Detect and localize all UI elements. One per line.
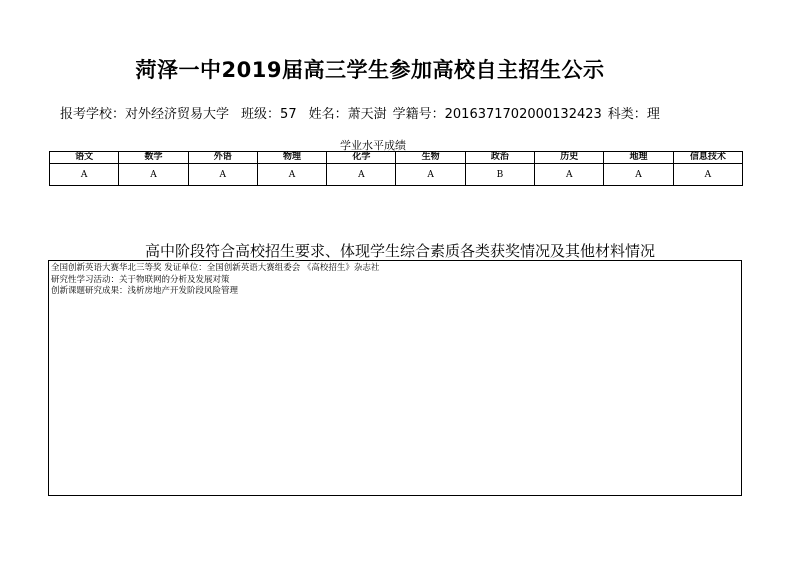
subject-cell: 语文: [50, 152, 119, 164]
subject-cell: 信息技术: [673, 152, 742, 164]
grade-cell: A: [396, 164, 465, 186]
track-label: 科类：: [607, 107, 647, 122]
name-label: 姓名：: [308, 107, 348, 122]
scores-table: [49, 151, 743, 186]
id-value: 2016371702000132423: [444, 107, 602, 122]
track-value: 理: [646, 107, 660, 122]
class-value: 57: [280, 107, 297, 122]
grade-cell: A: [119, 164, 188, 186]
subject-cell: 历史: [535, 152, 604, 164]
name-value: 萧天澍: [347, 107, 387, 122]
school-value: 对外经济贸易大学: [125, 107, 230, 122]
subject-cell: 政治: [465, 152, 534, 164]
subject-cell: 物理: [257, 152, 326, 164]
grade-cell: A: [327, 164, 396, 186]
page-title: 菏泽一中2019届高三学生参加高校自主招生公示: [135, 58, 605, 82]
grade-cell: A: [50, 164, 119, 186]
scores-heading: 学业水平成绩: [340, 139, 406, 152]
awards-box: [48, 260, 742, 496]
subject-cell: 地理: [604, 152, 673, 164]
subject-cell: 数学: [119, 152, 188, 164]
grade-cell: B: [465, 164, 534, 186]
award-line: 全国创新英语大赛华北三等奖 发证单位：全国创新英语大赛组委会 《高校招生》杂志社: [51, 263, 380, 273]
award-line: 研究性学习活动：关于物联网的分析及发展对策: [51, 274, 230, 285]
grade-cell: A: [188, 164, 257, 186]
scores-header-row: [50, 152, 743, 164]
subject-cell: 生物: [396, 152, 465, 164]
class-label: 班级：: [241, 107, 281, 122]
grade-cell: A: [673, 164, 742, 186]
subject-cell: 化学: [327, 152, 396, 164]
award-line: 创新课题研究成果：浅析房地产开发阶段风险管理: [51, 286, 239, 296]
grade-cell: A: [604, 164, 673, 186]
id-label: 学籍号：: [392, 107, 445, 122]
grade-cell: A: [257, 164, 326, 186]
subject-cell: 外语: [188, 152, 257, 164]
scores-grade-row: [50, 164, 743, 186]
awards-heading: 高中阶段符合高校招生要求、体现学生综合素质各类获奖情况及其他材料情况: [144, 242, 655, 260]
school-label: 报考学校：: [60, 107, 126, 122]
student-info: [60, 103, 660, 122]
grade-cell: A: [535, 164, 604, 186]
